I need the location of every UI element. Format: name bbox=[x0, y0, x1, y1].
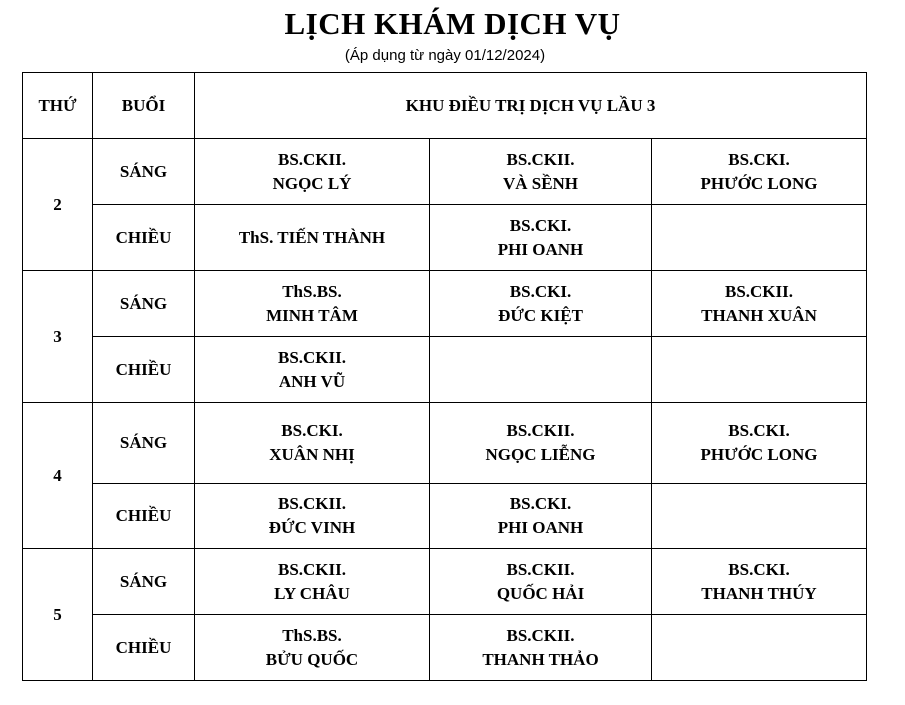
doctor-name: ĐỨC KIỆT bbox=[498, 305, 583, 325]
doctor-name: THANH THÚY bbox=[701, 583, 817, 603]
doctor-title: BS.CKI. bbox=[281, 421, 343, 440]
empty-cell bbox=[430, 337, 652, 403]
doctor-cell bbox=[430, 271, 652, 337]
page-subtitle: (Áp dụng từ ngày 01/12/2024) bbox=[344, 47, 546, 64]
table-row bbox=[23, 139, 867, 205]
doctor-name: THANH XUÂN bbox=[701, 305, 817, 325]
doctor-cell bbox=[430, 615, 652, 681]
day-cell: 5 bbox=[23, 549, 93, 681]
doctor-cell bbox=[652, 549, 867, 615]
session-cell: SÁNG bbox=[93, 271, 195, 337]
doctor-name: PHƯỚC LONG bbox=[700, 445, 818, 464]
doctor-title: BS.CKI. bbox=[509, 494, 572, 513]
doctor-name: PHI OANH bbox=[497, 518, 584, 537]
doctor-name: VÀ SỀNH bbox=[502, 173, 579, 193]
table-row bbox=[23, 403, 867, 484]
session-cell: SÁNG bbox=[93, 139, 195, 205]
doctor-name: ĐỨC VINH bbox=[268, 518, 356, 537]
day-cell: 2 bbox=[23, 139, 93, 271]
doctor-title: ThS. TIẾN THÀNH bbox=[238, 227, 386, 247]
doctor-name: LY CHÂU bbox=[274, 583, 350, 603]
doctor-cell bbox=[195, 615, 430, 681]
doctor-title: BS.CKII. bbox=[277, 559, 347, 579]
session-cell: SÁNG bbox=[93, 403, 195, 484]
doctor-name: ANH VŨ bbox=[278, 371, 346, 391]
doctor-name: PHI OANH bbox=[497, 239, 584, 259]
doctor-title: BS.CKII. bbox=[277, 347, 347, 367]
table-row bbox=[23, 271, 867, 337]
table-row bbox=[23, 337, 867, 403]
session-cell: CHIỀU bbox=[93, 337, 195, 403]
header-area: KHU ĐIỀU TRỊ DỊCH VỤ LẦU 3 bbox=[195, 73, 867, 139]
doctor-name: MINH TÂM bbox=[266, 305, 358, 325]
empty-cell bbox=[652, 205, 867, 271]
schedule-table bbox=[22, 72, 867, 681]
doctor-cell bbox=[195, 403, 430, 484]
table-row bbox=[23, 484, 867, 549]
empty-cell bbox=[652, 484, 867, 549]
empty-cell bbox=[652, 615, 867, 681]
session-cell: CHIỀU bbox=[93, 615, 195, 681]
doctor-cell bbox=[430, 549, 652, 615]
day-cell: 4 bbox=[23, 403, 93, 549]
doctor-cell bbox=[652, 139, 867, 205]
header-session: BUỔI bbox=[93, 73, 195, 139]
doctor-title: BS.CKII. bbox=[506, 421, 575, 440]
doctor-cell bbox=[430, 484, 652, 549]
doctor-cell bbox=[195, 205, 430, 271]
header-row bbox=[23, 73, 867, 139]
session-cell: SÁNG bbox=[93, 549, 195, 615]
doctor-name: THANH THẢO bbox=[482, 649, 599, 669]
doctor-cell bbox=[430, 403, 652, 484]
header-day: THỨ bbox=[23, 73, 93, 139]
doctor-title: BS.CKI. bbox=[509, 281, 572, 301]
doctor-title: BS.CKII. bbox=[506, 625, 575, 645]
doctor-cell bbox=[430, 205, 652, 271]
doctor-title: BS.CKII. bbox=[277, 494, 347, 513]
table-row bbox=[23, 615, 867, 681]
doctor-name: QUỐC HẢI bbox=[496, 583, 585, 603]
doctor-title: BS.CKI. bbox=[509, 215, 572, 235]
doctor-cell bbox=[430, 139, 652, 205]
empty-cell bbox=[652, 337, 867, 403]
doctor-title: ThS.BS. bbox=[282, 281, 342, 301]
doctor-name: NGỌC LIỄNG bbox=[485, 445, 596, 464]
doctor-name: BỬU QUỐC bbox=[265, 649, 359, 669]
table-row bbox=[23, 549, 867, 615]
doctor-cell bbox=[195, 271, 430, 337]
doctor-cell bbox=[195, 337, 430, 403]
doctor-cell bbox=[652, 403, 867, 484]
doctor-name: PHƯỚC LONG bbox=[700, 173, 818, 193]
doctor-cell bbox=[195, 484, 430, 549]
doctor-title: BS.CKII. bbox=[277, 149, 347, 169]
doctor-title: ThS.BS. bbox=[282, 625, 342, 645]
session-cell: CHIỀU bbox=[93, 484, 195, 549]
day-cell: 3 bbox=[23, 271, 93, 403]
doctor-name: NGỌC LÝ bbox=[272, 173, 352, 193]
table-row bbox=[23, 205, 867, 271]
session-cell: CHIỀU bbox=[93, 205, 195, 271]
doctor-title: BS.CKI. bbox=[728, 421, 790, 440]
doctor-title: BS.CKI. bbox=[728, 559, 790, 579]
doctor-title: BS.CKII. bbox=[506, 149, 575, 169]
doctor-title: BS.CKII. bbox=[724, 281, 794, 301]
doctor-cell bbox=[195, 139, 430, 205]
doctor-title: BS.CKI. bbox=[728, 149, 790, 169]
doctor-title: BS.CKII. bbox=[506, 559, 575, 579]
page-title: LỊCH KHÁM DỊCH VỤ bbox=[284, 6, 621, 41]
doctor-name: XUÂN NHỊ bbox=[269, 445, 355, 464]
doctor-cell bbox=[195, 549, 430, 615]
doctor-cell bbox=[652, 271, 867, 337]
